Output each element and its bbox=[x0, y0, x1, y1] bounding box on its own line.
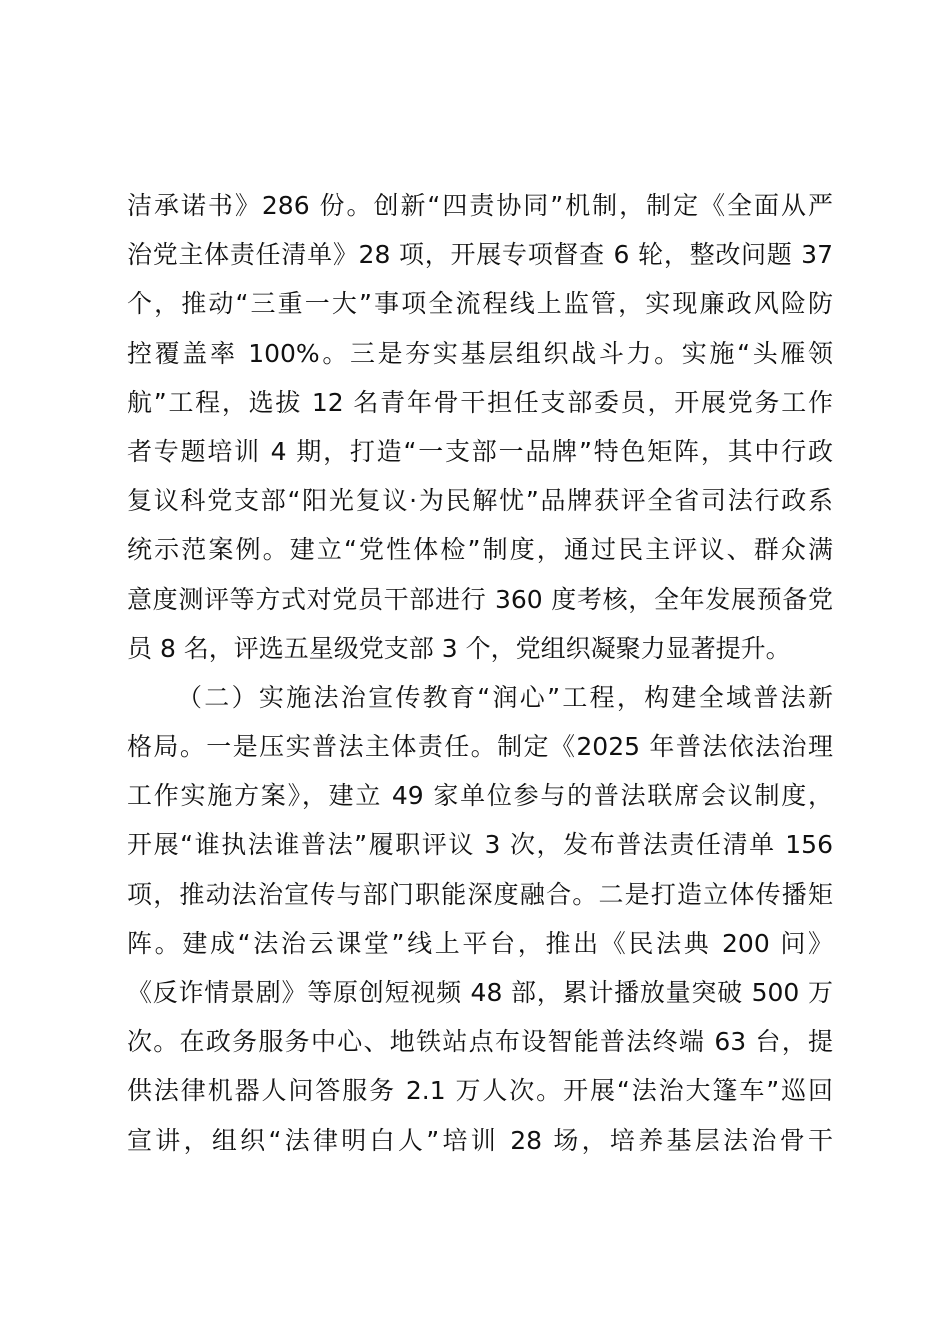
text-line: 控覆盖率 100%。三是夯实基层组织战斗力。实施“头雁领 bbox=[127, 338, 833, 368]
text-line: 开展“谁执法谁普法”履职评议 3 次，发布普法责任清单 156 bbox=[127, 830, 833, 860]
text-line: 航”工程，选拔 12 名青年骨干担任支部委员，开展党务工作 bbox=[127, 387, 833, 417]
body-text bbox=[127, 181, 833, 1165]
text-line: 治党主体责任清单》28 项，开展专项督查 6 轮，整改问题 37 bbox=[127, 240, 833, 270]
text-line: 洁承诺书》286 份。创新“四责协同”机制，制定《全面从严 bbox=[127, 191, 833, 220]
text-line: 次。在政务服务中心、地铁站点布设智能普法终端 63 台，提 bbox=[127, 1027, 833, 1057]
text-line: 供法律机器人问答服务 2.1 万人次。开展“法治大篷车”巡回 bbox=[127, 1076, 833, 1106]
text-line: 者专题培训 4 期，打造“一支部一品牌”特色矩阵，其中行政 bbox=[127, 436, 833, 466]
text-line: 项，推动法治宣传与部门职能深度融合。二是打造立体传播矩 bbox=[127, 879, 833, 909]
text-line: 阵。建成“法治云课堂”线上平台，推出《民法典 200 问》 bbox=[127, 928, 833, 958]
text-line: 意度测评等方式对党员干部进行 360 度考核，全年发展预备党 bbox=[127, 584, 833, 614]
text-line: 员 8 名，评选五星级党支部 3 个，党组织凝聚力显著提升。 bbox=[127, 633, 791, 663]
text-line: 个，推动“三重一大”事项全流程线上监管，实现廉政风险防 bbox=[127, 289, 833, 319]
text-line: 《反诈情景剧》等原创短视频 48 部，累计播放量突破 500 万 bbox=[127, 978, 833, 1007]
section-heading-line: （二）实施法治宣传教育“润心”工程，构建全域普法新 bbox=[177, 682, 833, 712]
text-line: 格局。一是压实普法主体责任。制定《2025 年普法依法治理 bbox=[127, 732, 833, 762]
text-line: 宣讲，组织“法律明白人”培训 28 场，培养基层法治骨干 bbox=[127, 1125, 833, 1155]
text-line: 工作实施方案》，建立 49 家单位参与的普法联席会议制度， bbox=[127, 781, 833, 811]
text-line: 统示范案例。建立“党性体检”制度，通过民主评议、群众满 bbox=[127, 535, 833, 565]
text-line: 复议科党支部“阳光复议·为民解忧”品牌获评全省司法行政系 bbox=[127, 486, 833, 516]
